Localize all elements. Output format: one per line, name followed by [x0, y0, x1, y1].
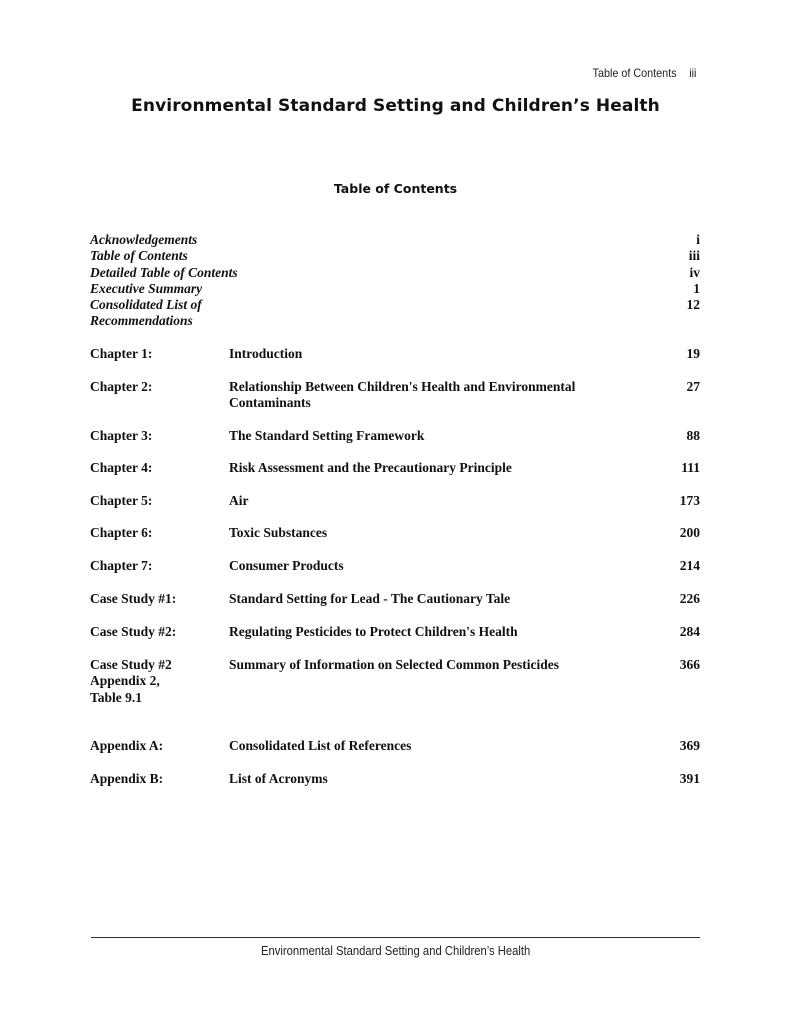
toc-entry-label: Chapter 3: — [90, 428, 153, 443]
toc-entry[interactable] — [90, 558, 700, 574]
toc-entry-title: The Standard Setting Framework — [229, 428, 425, 443]
toc-entry[interactable] — [90, 346, 700, 362]
toc-entry-page: 366 — [679, 657, 700, 672]
toc-entry[interactable] — [90, 428, 700, 444]
front-matter-page: iii — [688, 248, 700, 264]
front-matter-title: Recommendations — [90, 313, 193, 329]
toc-entry-page: 173 — [679, 493, 700, 508]
front-matter-item[interactable] — [90, 265, 700, 281]
front-matter-title: Table of Contents — [90, 248, 188, 264]
toc-entry-label: Case Study #1: — [90, 591, 177, 606]
toc-entry-page: 19 — [686, 346, 700, 361]
toc-entry-title: Standard Setting for Lead - The Cautionary Tale — [229, 591, 511, 606]
front-matter-title: Executive Summary — [90, 280, 203, 296]
toc-entry-label: Case Study #2: — [90, 624, 177, 639]
toc-entry-page: 200 — [679, 525, 700, 540]
toc-entry-title: Relationship Between Children's Health and Environmental Contaminants — [229, 379, 576, 411]
running-head-page-number: iii — [688, 66, 696, 80]
toc-entry-label: Case Study #2 Appendix 2, Table 9.1 — [90, 657, 172, 705]
toc-entry-label: Chapter 1: — [90, 346, 153, 361]
front-matter-page: 12 — [686, 297, 700, 313]
toc-entry-page: 27 — [686, 379, 700, 394]
front-matter-page: 1 — [693, 280, 700, 296]
toc-entry-label: Appendix A: — [90, 738, 164, 753]
front-matter-item[interactable] — [90, 248, 700, 264]
running-head — [592, 66, 696, 80]
toc-entry-title: List of Acronyms — [229, 771, 328, 786]
toc-entry-label: Chapter 4: — [90, 460, 153, 475]
toc-entry-title: Regulating Pesticides to Protect Children's Health — [229, 624, 518, 639]
front-matter-item[interactable] — [90, 297, 700, 313]
toc-entry-label: Chapter 6: — [90, 525, 153, 540]
toc-entry-label: Chapter 7: — [90, 558, 153, 573]
toc-entry-page: 226 — [679, 591, 700, 606]
front-matter-item[interactable] — [90, 232, 700, 248]
footer-text: Environmental Standard Setting and Children’s Health — [260, 944, 531, 958]
front-matter-title: Detailed Table of Contents — [90, 264, 238, 280]
toc-entry[interactable] — [90, 657, 700, 706]
toc-entry[interactable] — [90, 771, 700, 787]
toc-heading: Table of Contents — [333, 181, 458, 196]
front-matter-title: Acknowledgements — [90, 232, 198, 247]
toc-entry-page: 369 — [679, 738, 700, 753]
toc-entry-page: 391 — [679, 771, 700, 786]
toc-entry-title: Consolidated List of References — [229, 738, 412, 753]
document-title: Environmental Standard Setting and Children’s Health — [131, 96, 660, 116]
toc-entry-label: Chapter 5: — [90, 493, 153, 508]
toc-entry-page: 214 — [679, 558, 700, 573]
toc-entry-label: Appendix B: — [90, 771, 164, 786]
footer-divider — [91, 937, 700, 938]
toc-entry-page: 284 — [679, 624, 700, 639]
toc-entry[interactable] — [90, 591, 700, 607]
toc-entry-title: Introduction — [229, 346, 303, 361]
front-matter-title: Consolidated List of — [90, 297, 202, 313]
front-matter-page: iv — [689, 264, 700, 280]
toc-entry[interactable] — [90, 460, 700, 476]
toc-entry[interactable] — [90, 493, 700, 509]
toc-entry-label: Chapter 2: — [90, 379, 153, 394]
running-head-label: Table of Contents — [592, 66, 677, 80]
front-matter-page: i — [696, 232, 700, 247]
toc-entry[interactable] — [90, 738, 700, 754]
toc-entry[interactable] — [90, 525, 700, 541]
footer — [0, 944, 791, 958]
toc-entry[interactable] — [90, 379, 700, 412]
toc-entry[interactable] — [90, 624, 700, 640]
toc-entry-title: Risk Assessment and the Precautionary Principle — [229, 460, 512, 475]
toc-entry-title: Toxic Substances — [229, 525, 328, 540]
front-matter-item[interactable] — [90, 281, 700, 297]
toc-entry-title: Air — [229, 493, 249, 508]
toc-entry-title: Summary of Information on Selected Common Pesticides — [229, 657, 559, 672]
front-matter-list — [90, 232, 700, 330]
toc-entry-title: Consumer Products — [229, 558, 344, 573]
toc-entry-page: 111 — [681, 460, 700, 475]
front-matter-item-continued[interactable] — [90, 313, 700, 329]
toc-entry-page: 88 — [686, 428, 700, 443]
